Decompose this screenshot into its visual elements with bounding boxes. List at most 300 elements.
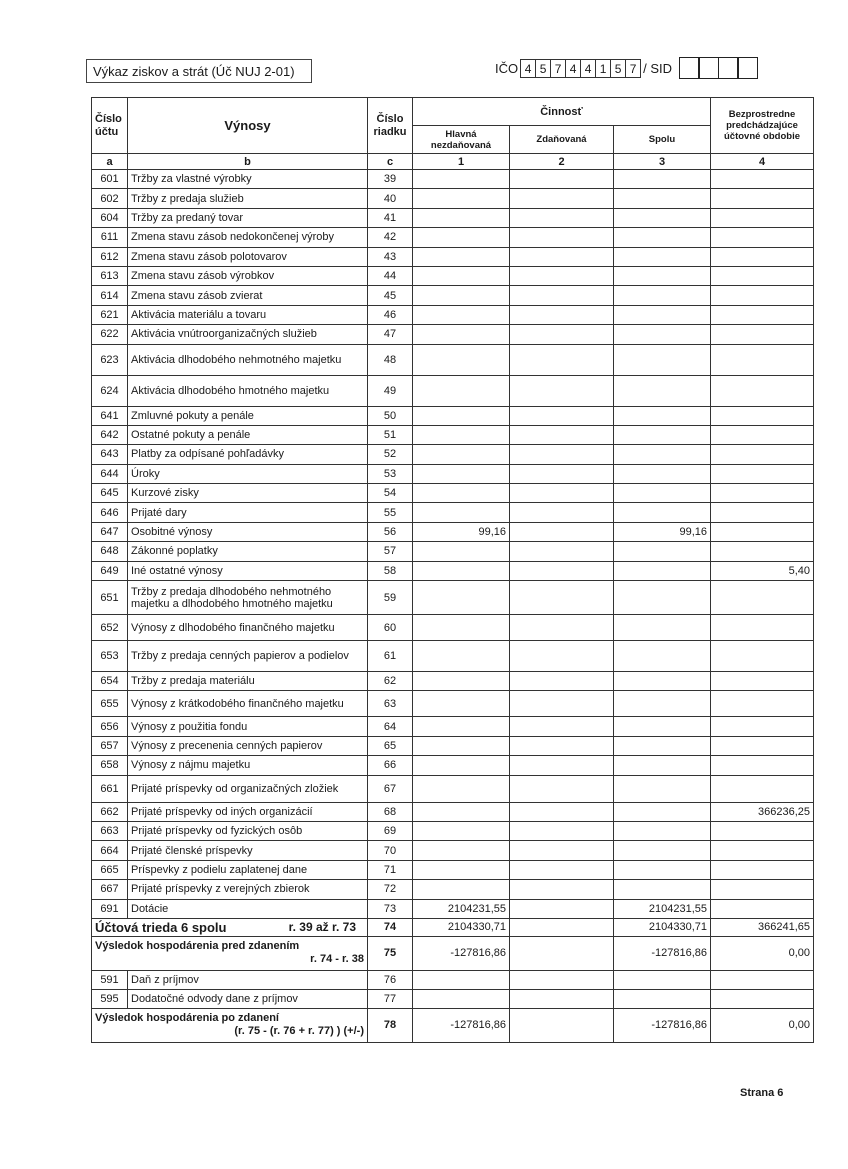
value-cell <box>510 522 614 541</box>
table-row <box>92 561 814 580</box>
value-cell <box>614 672 711 691</box>
item-name: Tržby z predaja materiálu <box>128 672 368 691</box>
account-number: 646 <box>92 503 128 522</box>
item-name: Výnosy z krátkodobého finančného majetku <box>128 691 368 717</box>
row-number: 74 <box>368 918 413 936</box>
value-cell <box>711 425 814 444</box>
row-number: 57 <box>368 542 413 561</box>
value-cell <box>614 266 711 285</box>
value-cell <box>614 344 711 375</box>
account-number: 665 <box>92 860 128 879</box>
value-cell <box>413 880 510 899</box>
item-name: Výnosy z dlhodobého finančného majetku <box>128 615 368 641</box>
value-cell <box>614 880 711 899</box>
account-number: 612 <box>92 247 128 266</box>
table-row <box>92 445 814 464</box>
result-label: Výsledok hospodárenia po zdanení <box>95 1012 279 1025</box>
item-name: Daň z príjmov <box>128 970 368 989</box>
col-account-header: Číslo účtu <box>92 98 128 154</box>
col-index: 2 <box>510 154 614 170</box>
account-number: 595 <box>92 989 128 1008</box>
value-cell <box>413 286 510 305</box>
value-cell <box>510 189 614 208</box>
table-row <box>92 208 814 227</box>
value-cell <box>510 344 614 375</box>
table-row <box>92 736 814 755</box>
table-row <box>92 375 814 406</box>
value-cell: 0,00 <box>711 1008 814 1042</box>
table-row <box>92 802 814 821</box>
result-formula: (r. 75 - (r. 76 + r. 77) ) (+/-) <box>234 1025 364 1038</box>
item-name: Zmluvné pokuty a penále <box>128 406 368 425</box>
account-number: 655 <box>92 691 128 717</box>
value-cell: -127816,86 <box>614 1008 711 1042</box>
value-cell: 366236,25 <box>711 802 814 821</box>
row-number: 66 <box>368 756 413 775</box>
table-row <box>92 880 814 899</box>
col-main-header: Hlavná nezdaňovaná <box>413 126 510 154</box>
value-cell <box>711 228 814 247</box>
row-number: 52 <box>368 445 413 464</box>
value-cell <box>510 170 614 189</box>
value-cell: 5,40 <box>711 561 814 580</box>
account-number: 664 <box>92 841 128 860</box>
value-cell <box>711 406 814 425</box>
table-row <box>92 305 814 324</box>
value-cell <box>510 821 614 840</box>
value-cell <box>413 247 510 266</box>
value-cell <box>614 445 711 464</box>
item-name: Osobitné výnosy <box>128 522 368 541</box>
value-cell <box>510 247 614 266</box>
value-cell <box>510 672 614 691</box>
value-cell <box>413 445 510 464</box>
row-number: 43 <box>368 247 413 266</box>
value-cell <box>510 375 614 406</box>
value-cell <box>413 375 510 406</box>
value-cell <box>614 691 711 717</box>
value-cell <box>614 641 711 672</box>
value-cell <box>711 542 814 561</box>
value-cell <box>614 247 711 266</box>
row-number: 53 <box>368 464 413 483</box>
value-cell <box>510 936 614 970</box>
value-cell <box>614 189 711 208</box>
value-cell <box>413 305 510 324</box>
value-cell <box>413 325 510 344</box>
income-statement-table <box>91 97 814 1043</box>
value-cell <box>413 406 510 425</box>
table-row <box>92 503 814 522</box>
table-row <box>92 756 814 775</box>
account-number: 602 <box>92 189 128 208</box>
item-name: Výnosy z precenenia cenných papierov <box>128 736 368 755</box>
value-cell <box>413 775 510 802</box>
table-row <box>92 841 814 860</box>
table-row <box>92 406 814 425</box>
value-cell <box>510 542 614 561</box>
table-row <box>92 425 814 444</box>
value-cell <box>614 286 711 305</box>
value-cell <box>614 208 711 227</box>
value-cell <box>711 841 814 860</box>
value-cell <box>711 615 814 641</box>
account-number: 591 <box>92 970 128 989</box>
value-cell <box>711 170 814 189</box>
value-cell <box>510 503 614 522</box>
value-cell <box>510 860 614 879</box>
value-cell: -127816,86 <box>614 936 711 970</box>
account-number: 648 <box>92 542 128 561</box>
value-cell <box>413 170 510 189</box>
value-cell <box>614 425 711 444</box>
table-row <box>92 228 814 247</box>
col-index: a <box>92 154 128 170</box>
value-cell <box>413 561 510 580</box>
row-number: 56 <box>368 522 413 541</box>
row-number: 58 <box>368 561 413 580</box>
account-number: 662 <box>92 802 128 821</box>
table-row <box>92 615 814 641</box>
total-range: r. 39 až r. 73 <box>288 919 356 934</box>
result-label-cell <box>92 1008 368 1042</box>
account-number: 667 <box>92 880 128 899</box>
value-cell <box>413 841 510 860</box>
value-cell <box>510 880 614 899</box>
sid-box <box>737 57 758 79</box>
table-row <box>92 775 814 802</box>
item-name: Výnosy z použitia fondu <box>128 717 368 736</box>
row-number: 68 <box>368 802 413 821</box>
table-row <box>92 641 814 672</box>
value-cell: 0,00 <box>711 936 814 970</box>
value-cell <box>413 208 510 227</box>
value-cell <box>510 641 614 672</box>
account-number: 661 <box>92 775 128 802</box>
value-cell <box>510 425 614 444</box>
value-cell: -127816,86 <box>413 936 510 970</box>
value-cell: 99,16 <box>413 522 510 541</box>
value-cell <box>413 503 510 522</box>
table-row <box>92 970 814 989</box>
value-cell <box>413 189 510 208</box>
account-number: 663 <box>92 821 128 840</box>
item-name: Aktivácia dlhodobého hmotného majetku <box>128 375 368 406</box>
table-row <box>92 691 814 717</box>
item-name: Tržby za vlastné výrobky <box>128 170 368 189</box>
row-number: 44 <box>368 266 413 285</box>
value-cell <box>510 581 614 615</box>
row-number: 73 <box>368 899 413 918</box>
result-label-cell <box>92 936 368 970</box>
value-cell <box>711 672 814 691</box>
value-cell: 2104231,55 <box>614 899 711 918</box>
account-number: 613 <box>92 266 128 285</box>
value-cell <box>614 228 711 247</box>
value-cell <box>510 286 614 305</box>
item-name: Zmena stavu zásob nedokončenej výroby <box>128 228 368 247</box>
col-taxed-header: Zdaňovaná <box>510 126 614 154</box>
value-cell <box>510 208 614 227</box>
item-name: Výnosy z nájmu majetku <box>128 756 368 775</box>
value-cell <box>413 344 510 375</box>
value-cell <box>711 736 814 755</box>
value-cell <box>711 581 814 615</box>
item-name: Prijaté príspevky z verejných zbierok <box>128 880 368 899</box>
value-cell <box>614 305 711 324</box>
total-label: Účtová trieda 6 spolu <box>95 919 227 935</box>
row-number: 76 <box>368 970 413 989</box>
item-name: Prijaté členské príspevky <box>128 841 368 860</box>
value-cell <box>510 406 614 425</box>
item-name: Aktivácia dlhodobého nehmotného majetku <box>128 344 368 375</box>
col-index: c <box>368 154 413 170</box>
value-cell <box>413 425 510 444</box>
account-number: 644 <box>92 464 128 483</box>
value-cell: 2104330,71 <box>413 918 510 936</box>
table-row <box>92 672 814 691</box>
value-cell <box>711 208 814 227</box>
value-cell <box>510 1008 614 1042</box>
value-cell <box>711 305 814 324</box>
value-cell: -127816,86 <box>413 1008 510 1042</box>
account-number: 614 <box>92 286 128 305</box>
value-cell <box>614 581 711 615</box>
value-cell <box>413 464 510 483</box>
value-cell <box>711 247 814 266</box>
value-cell <box>614 821 711 840</box>
value-cell <box>614 802 711 821</box>
value-cell <box>614 841 711 860</box>
value-cell <box>711 522 814 541</box>
value-cell <box>413 717 510 736</box>
value-cell <box>510 484 614 503</box>
value-cell <box>711 266 814 285</box>
item-name: Zmena stavu zásob výrobkov <box>128 266 368 285</box>
value-cell <box>510 841 614 860</box>
result-row <box>92 1008 814 1042</box>
value-cell <box>413 581 510 615</box>
item-name: Zákonné poplatky <box>128 542 368 561</box>
row-number: 64 <box>368 717 413 736</box>
value-cell <box>413 484 510 503</box>
row-number: 78 <box>368 1008 413 1042</box>
col-prev-header: Bezprostredne predchádzajúce účtovné obdobie <box>711 98 814 154</box>
ico-digit: 4 <box>580 59 596 78</box>
value-cell <box>413 542 510 561</box>
table-row <box>92 522 814 541</box>
value-cell <box>711 189 814 208</box>
row-number: 60 <box>368 615 413 641</box>
account-number: 654 <box>92 672 128 691</box>
table-row <box>92 989 814 1008</box>
value-cell <box>614 375 711 406</box>
row-number: 47 <box>368 325 413 344</box>
item-name: Prijaté dary <box>128 503 368 522</box>
value-cell <box>510 615 614 641</box>
col-index: 1 <box>413 154 510 170</box>
row-number: 46 <box>368 305 413 324</box>
account-number: 658 <box>92 756 128 775</box>
value-cell <box>510 691 614 717</box>
col-index: b <box>128 154 368 170</box>
value-cell <box>413 802 510 821</box>
row-number: 67 <box>368 775 413 802</box>
table-row <box>92 170 814 189</box>
value-cell: 2104330,71 <box>614 918 711 936</box>
value-cell <box>711 899 814 918</box>
account-number: 604 <box>92 208 128 227</box>
value-cell <box>614 615 711 641</box>
table-row <box>92 464 814 483</box>
col-row-header: Číslo riadku <box>368 98 413 154</box>
table-row <box>92 899 814 918</box>
value-cell <box>614 989 711 1008</box>
row-number: 71 <box>368 860 413 879</box>
item-name: Úroky <box>128 464 368 483</box>
col-activity-header: Činnosť <box>413 98 711 126</box>
sid-box <box>698 57 719 79</box>
item-name: Dodatočné odvody dane z príjmov <box>128 989 368 1008</box>
value-cell <box>711 691 814 717</box>
col-index: 3 <box>614 154 711 170</box>
ico-digit: 7 <box>625 59 641 78</box>
ico-block <box>495 57 758 79</box>
account-number: 652 <box>92 615 128 641</box>
value-cell <box>614 464 711 483</box>
value-cell <box>614 736 711 755</box>
value-cell <box>510 756 614 775</box>
value-cell <box>711 484 814 503</box>
item-name: Dotácie <box>128 899 368 918</box>
table-row <box>92 581 814 615</box>
result-formula: r. 74 - r. 38 <box>310 953 364 966</box>
value-cell <box>510 970 614 989</box>
value-cell <box>711 325 814 344</box>
table-row <box>92 717 814 736</box>
sid-box <box>718 57 739 79</box>
row-number: 69 <box>368 821 413 840</box>
row-number: 40 <box>368 189 413 208</box>
account-number: 623 <box>92 344 128 375</box>
value-cell <box>413 970 510 989</box>
value-cell <box>510 445 614 464</box>
ico-digit: 5 <box>610 59 626 78</box>
row-number: 48 <box>368 344 413 375</box>
table-row <box>92 247 814 266</box>
table-row <box>92 821 814 840</box>
account-number: 647 <box>92 522 128 541</box>
value-cell <box>510 918 614 936</box>
row-number: 49 <box>368 375 413 406</box>
item-name: Príspevky z podielu zaplatenej dane <box>128 860 368 879</box>
value-cell <box>413 736 510 755</box>
row-number: 72 <box>368 880 413 899</box>
item-name: Tržby za predaný tovar <box>128 208 368 227</box>
value-cell <box>711 880 814 899</box>
ico-digit: 4 <box>520 59 536 78</box>
table-row <box>92 266 814 285</box>
value-cell <box>711 756 814 775</box>
value-cell <box>711 775 814 802</box>
ico-digit: 5 <box>535 59 551 78</box>
account-number: 601 <box>92 170 128 189</box>
row-number: 54 <box>368 484 413 503</box>
total-label-cell <box>92 918 368 936</box>
item-name: Aktivácia vnútroorganizačných služieb <box>128 325 368 344</box>
value-cell <box>614 503 711 522</box>
value-cell <box>614 970 711 989</box>
value-cell <box>413 615 510 641</box>
account-number: 645 <box>92 484 128 503</box>
sid-label: / SID <box>643 60 673 76</box>
col-index: 4 <box>711 154 814 170</box>
table-row <box>92 189 814 208</box>
row-number: 75 <box>368 936 413 970</box>
value-cell <box>413 860 510 879</box>
value-cell <box>711 503 814 522</box>
account-number: 653 <box>92 641 128 672</box>
row-number: 61 <box>368 641 413 672</box>
value-cell <box>711 989 814 1008</box>
table-row <box>92 542 814 561</box>
total-row <box>92 918 814 936</box>
row-number: 50 <box>368 406 413 425</box>
table-row <box>92 484 814 503</box>
value-cell <box>413 641 510 672</box>
value-cell <box>510 989 614 1008</box>
value-cell <box>510 228 614 247</box>
value-cell <box>711 970 814 989</box>
sid-box <box>679 57 700 79</box>
value-cell <box>711 717 814 736</box>
ico-digit: 1 <box>595 59 611 78</box>
value-cell <box>413 266 510 285</box>
col-total-header: Spolu <box>614 126 711 154</box>
item-name: Ostatné pokuty a penále <box>128 425 368 444</box>
account-number: 621 <box>92 305 128 324</box>
row-number: 65 <box>368 736 413 755</box>
item-name: Platby za odpísané pohľadávky <box>128 445 368 464</box>
value-cell: 366241,65 <box>711 918 814 936</box>
value-cell <box>614 775 711 802</box>
item-name: Tržby z predaja dlhodobého nehmotného majetku a dlhodobého hmotného majetku <box>128 581 368 615</box>
value-cell <box>614 717 711 736</box>
table-row <box>92 286 814 305</box>
col-name-header: Výnosy <box>128 98 368 154</box>
row-number: 77 <box>368 989 413 1008</box>
item-name: Zmena stavu zásob zvierat <box>128 286 368 305</box>
row-number: 59 <box>368 581 413 615</box>
value-cell <box>510 717 614 736</box>
result-row <box>92 936 814 970</box>
value-cell <box>614 325 711 344</box>
item-name: Tržby z predaja služieb <box>128 189 368 208</box>
item-name: Prijaté príspevky od fyzických osôb <box>128 821 368 840</box>
value-cell <box>711 860 814 879</box>
value-cell <box>614 860 711 879</box>
value-cell <box>711 821 814 840</box>
row-number: 63 <box>368 691 413 717</box>
account-number: 622 <box>92 325 128 344</box>
value-cell <box>413 756 510 775</box>
ico-label: IČO <box>495 60 519 76</box>
value-cell <box>510 561 614 580</box>
value-cell <box>510 736 614 755</box>
value-cell <box>711 344 814 375</box>
row-number: 41 <box>368 208 413 227</box>
value-cell <box>413 821 510 840</box>
